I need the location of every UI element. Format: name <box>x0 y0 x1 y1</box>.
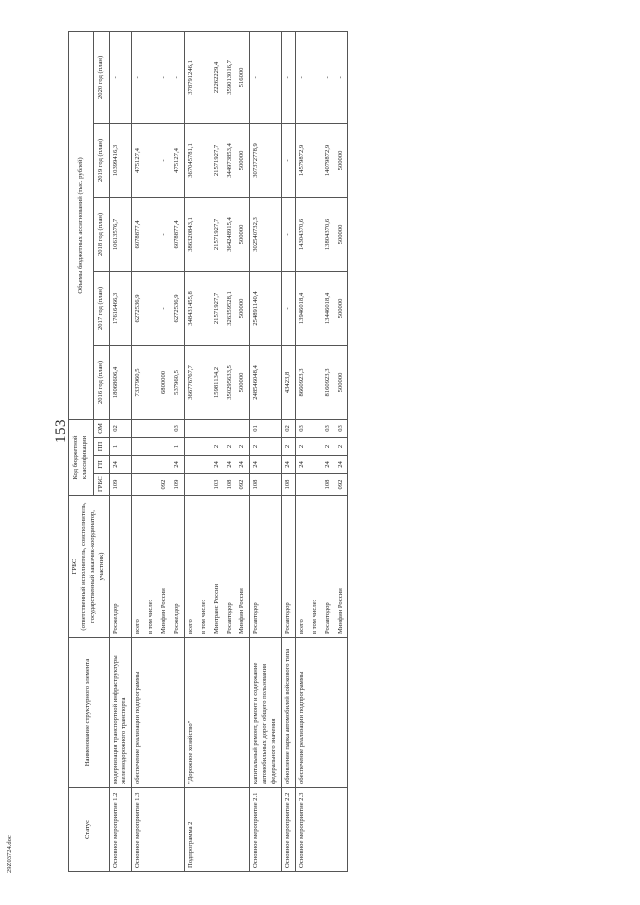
cell-name: модернизация транспортной инфраструктуры железнодорожного транспорта <box>109 638 132 788</box>
cell-2017: 500000 <box>236 271 249 345</box>
cell-2016 <box>145 345 158 419</box>
cell-2018 <box>198 197 211 271</box>
cell-2017: 326359528,1 <box>224 271 237 345</box>
cell-code-om: 01 <box>250 419 282 437</box>
cell-2018: 302540732,3 <box>250 197 282 271</box>
cell-code-om <box>158 419 171 437</box>
cell-2020: - <box>322 31 335 123</box>
cell-2019: 307372778,9 <box>250 123 282 197</box>
cell-status <box>335 788 348 872</box>
header-year-2018: 2018 год (план) <box>94 197 109 271</box>
cell-2019: 14079872,9 <box>322 123 335 197</box>
cell-2017 <box>145 271 158 345</box>
table-row <box>184 31 197 871</box>
cell-2016: 366776767,7 <box>184 345 197 419</box>
cell-code-pp: 2 <box>211 438 224 456</box>
cell-2020: - <box>109 31 132 123</box>
cell-grbs: Минтранс России <box>211 496 224 638</box>
header-year-2016: 2016 год (план) <box>94 345 109 419</box>
cell-name: обновление парка автомобилей войскового типа <box>282 638 296 788</box>
cell-code-gp <box>145 456 158 474</box>
cell-2019 <box>309 123 322 197</box>
cell-2017: 348431455,8 <box>184 271 197 345</box>
budget-table-body <box>109 31 348 871</box>
cell-2020: - <box>171 31 184 123</box>
header-grbs-subtitle: (ответственный исполнитель, соисполнитель, государственный заказчик-координатор, участник) <box>79 502 105 631</box>
cell-2017 <box>309 271 322 345</box>
cell-code-grbs <box>184 474 197 496</box>
cell-2018: 500000 <box>236 197 249 271</box>
cell-2018: - <box>282 197 296 271</box>
cell-grbs: Росжелдор <box>109 496 132 638</box>
cell-2017: 6272536,9 <box>132 271 145 345</box>
cell-code-gp: 24 <box>211 456 224 474</box>
cell-code-pp <box>132 438 145 456</box>
cell-code-om <box>236 419 249 437</box>
table-row <box>158 31 171 871</box>
cell-2016 <box>198 345 211 419</box>
cell-name <box>309 638 322 788</box>
cell-status <box>236 788 249 872</box>
cell-grbs: в том числе: <box>198 496 211 638</box>
header-code-gp: ГП <box>94 456 109 474</box>
header-name: Наименование структурного элемента <box>69 638 110 788</box>
cell-status: Основное мероприятие 2.3 <box>295 788 308 872</box>
cell-2016: 15981134,2 <box>211 345 224 419</box>
cell-2018: 13804370,6 <box>322 197 335 271</box>
header-code-om: ОМ <box>94 419 109 437</box>
cell-code-om <box>184 419 197 437</box>
cell-2018: 364248915,4 <box>224 197 237 271</box>
cell-name: "Дорожное хозяйство" <box>184 638 197 788</box>
cell-2017: 500000 <box>335 271 348 345</box>
cell-code-gp <box>198 456 211 474</box>
cell-code-gp: 24 <box>236 456 249 474</box>
cell-2017 <box>198 271 211 345</box>
cell-code-om <box>224 419 237 437</box>
cell-status <box>211 788 224 872</box>
cell-code-om: 02 <box>109 419 132 437</box>
cell-2020: 516000 <box>236 31 249 123</box>
cell-code-om: 03 <box>295 419 308 437</box>
cell-2019: - <box>158 123 171 197</box>
cell-2016: 7337960,5 <box>132 345 145 419</box>
cell-code-grbs <box>145 474 158 496</box>
cell-status: Основное мероприятие 1.3 <box>132 788 145 872</box>
cell-2020 <box>309 31 322 123</box>
header-code-pp: ПП <box>94 438 109 456</box>
cell-code-pp: 2 <box>250 438 282 456</box>
cell-name <box>198 638 211 788</box>
cell-2017: 17616466,3 <box>109 271 132 345</box>
cell-2017: - <box>282 271 296 345</box>
cell-2016: 537960,5 <box>171 345 184 419</box>
cell-code-om <box>211 419 224 437</box>
cell-code-grbs: 108 <box>282 474 296 496</box>
cell-status <box>309 788 322 872</box>
cell-status <box>145 788 158 872</box>
cell-grbs: в том числе: <box>309 496 322 638</box>
cell-code-pp: 1 <box>171 438 184 456</box>
cell-2019 <box>198 123 211 197</box>
cell-2019: 500000 <box>335 123 348 197</box>
cell-code-pp <box>145 438 158 456</box>
cell-code-grbs <box>295 474 308 496</box>
cell-code-om <box>145 419 158 437</box>
cell-code-grbs: 092 <box>335 474 348 496</box>
cell-2017: 21571927,7 <box>211 271 224 345</box>
table-row <box>250 31 282 871</box>
cell-code-grbs <box>198 474 211 496</box>
cell-2020: 378791246,1 <box>184 31 197 123</box>
table-row <box>236 31 249 871</box>
cell-2017: 254891140,4 <box>250 271 282 345</box>
cell-code-gp <box>309 456 322 474</box>
cell-2018: - <box>158 197 171 271</box>
cell-grbs: Минфин России <box>158 496 171 638</box>
header-code-group: Код бюджетной классификации <box>69 419 94 495</box>
cell-2019: 367045781,1 <box>184 123 197 197</box>
cell-grbs: Росавтодор <box>322 496 335 638</box>
cell-grbs: Росавтодор <box>250 496 282 638</box>
cell-status: Основное мероприятие 2.1 <box>250 788 282 872</box>
cell-2016 <box>309 345 322 419</box>
cell-2016: 8660923,3 <box>295 345 308 419</box>
cell-2020 <box>198 31 211 123</box>
cell-code-gp: 24 <box>171 456 184 474</box>
cell-2018: 10613576,7 <box>109 197 132 271</box>
cell-code-grbs: 109 <box>109 474 132 496</box>
cell-code-gp <box>158 456 171 474</box>
cell-code-gp: 24 <box>224 456 237 474</box>
cell-status: Основное мероприятие 2.2 <box>282 788 296 872</box>
cell-2020: - <box>250 31 282 123</box>
cell-code-pp: 2 <box>224 438 237 456</box>
table-row <box>145 31 158 871</box>
cell-2019: 10399416,3 <box>109 123 132 197</box>
table-row <box>211 31 224 871</box>
cell-grbs: всего <box>295 496 308 638</box>
cell-2020 <box>145 31 158 123</box>
cell-2018: 14304370,6 <box>295 197 308 271</box>
cell-2016: 248546048,4 <box>250 345 282 419</box>
cell-grbs: Росавтодор <box>224 496 237 638</box>
cell-2019: 14579872,9 <box>295 123 308 197</box>
cell-code-grbs: 108 <box>322 474 335 496</box>
cell-code-pp: 1 <box>109 438 132 456</box>
cell-code-om <box>198 419 211 437</box>
cell-grbs: всего <box>132 496 145 638</box>
table-row <box>295 31 308 871</box>
cell-name <box>171 638 184 788</box>
cell-code-pp: 2 <box>282 438 296 456</box>
header-grbs <box>69 496 110 638</box>
header-status: Статус <box>69 788 110 872</box>
table-row <box>109 31 132 871</box>
cell-status <box>198 788 211 872</box>
page-number: 153 <box>53 419 69 443</box>
cell-code-gp <box>184 456 197 474</box>
header-year-2017: 2017 год (план) <box>94 271 109 345</box>
cell-code-gp <box>132 456 145 474</box>
table-row <box>322 31 335 871</box>
cell-name <box>211 638 224 788</box>
table-row <box>309 31 322 871</box>
cell-2019 <box>145 123 158 197</box>
cell-code-om: 03 <box>171 419 184 437</box>
cell-2020: 22262229,4 <box>211 31 224 123</box>
cell-2019: 344973853,4 <box>224 123 237 197</box>
cell-2018: 21571927,7 <box>211 197 224 271</box>
cell-2019: - <box>282 123 296 197</box>
cell-2020: - <box>335 31 348 123</box>
cell-2017: 13946018,4 <box>295 271 308 345</box>
cell-2020: - <box>132 31 145 123</box>
cell-2018: 6078877,4 <box>171 197 184 271</box>
cell-name <box>335 638 348 788</box>
cell-code-grbs: 108 <box>224 474 237 496</box>
cell-code-gp: 24 <box>250 456 282 474</box>
cell-status <box>171 788 184 872</box>
cell-2016: 500000 <box>236 345 249 419</box>
cell-code-om: 03 <box>335 419 348 437</box>
cell-2019: 475127,4 <box>171 123 184 197</box>
cell-status <box>224 788 237 872</box>
table-row <box>171 31 184 871</box>
cell-status <box>158 788 171 872</box>
cell-2018 <box>145 197 158 271</box>
cell-2018: 386320843,1 <box>184 197 197 271</box>
table-row <box>224 31 237 871</box>
cell-2017: 13446018,4 <box>322 271 335 345</box>
cell-2018 <box>309 197 322 271</box>
cell-code-pp <box>198 438 211 456</box>
cell-status <box>322 788 335 872</box>
cell-2017: 6272536,9 <box>171 271 184 345</box>
cell-name <box>224 638 237 788</box>
table-row <box>198 31 211 871</box>
cell-code-om: 02 <box>282 419 296 437</box>
cell-2019: 500000 <box>236 123 249 197</box>
cell-2016: 18068606,4 <box>109 345 132 419</box>
cell-code-pp: 2 <box>236 438 249 456</box>
cell-status: Основное мероприятие 1.2 <box>109 788 132 872</box>
cell-code-pp <box>158 438 171 456</box>
header-volume-group: Объемы бюджетных ассигнований (тыс. рублей) <box>69 31 94 419</box>
cell-grbs: всего <box>184 496 197 638</box>
cell-2016: 500000 <box>335 345 348 419</box>
cell-code-om <box>132 419 145 437</box>
cell-code-om <box>309 419 322 437</box>
cell-name: обеспечение реализации подпрограммы <box>295 638 308 788</box>
table-row <box>335 31 348 871</box>
cell-code-pp: 2 <box>295 438 308 456</box>
cell-code-gp: 24 <box>109 456 132 474</box>
cell-2017: - <box>158 271 171 345</box>
cell-code-grbs: 109 <box>171 474 184 496</box>
cell-2020: 359013016,7 <box>224 31 237 123</box>
cell-2016: 43423,8 <box>282 345 296 419</box>
cell-code-grbs: 092 <box>236 474 249 496</box>
cell-code-gp: 24 <box>335 456 348 474</box>
cell-grbs: Росавтодор <box>282 496 296 638</box>
cell-code-om: 03 <box>322 419 335 437</box>
header-grbs-title: ГРБС <box>71 558 78 575</box>
cell-grbs: в том числе: <box>145 496 158 638</box>
cell-name: обеспечение реализации подпрограммы <box>132 638 145 788</box>
cell-name: капитальный ремонт, ремонт и содержание автомобильных дорог общего пользования федерального значения <box>250 638 282 788</box>
cell-2016: 350295633,5 <box>224 345 237 419</box>
budget-table <box>68 31 348 872</box>
table-row <box>132 31 145 871</box>
cell-code-pp: 2 <box>335 438 348 456</box>
cell-code-pp: 2 <box>322 438 335 456</box>
cell-2016: 6800000 <box>158 345 171 419</box>
cell-code-gp: 24 <box>295 456 308 474</box>
cell-code-pp <box>184 438 197 456</box>
header-code-grbs: ГРБС <box>94 474 109 496</box>
cell-code-gp: 24 <box>282 456 296 474</box>
cell-2019: 21571927,7 <box>211 123 224 197</box>
cell-2018: 500000 <box>335 197 348 271</box>
cell-grbs: Росжелдор <box>171 496 184 638</box>
cell-2020: - <box>158 31 171 123</box>
cell-code-grbs <box>309 474 322 496</box>
cell-grbs: Минфин России <box>236 496 249 638</box>
cell-name <box>322 638 335 788</box>
cell-2019: 475127,4 <box>132 123 145 197</box>
cell-2020: - <box>282 31 296 123</box>
cell-2020: - <box>295 31 308 123</box>
cell-name <box>236 638 249 788</box>
budget-table-sheet <box>68 32 628 872</box>
header-year-2020: 2020 год (план) <box>94 31 109 123</box>
cell-code-gp: 24 <box>322 456 335 474</box>
cell-2018: 6078877,4 <box>132 197 145 271</box>
cell-grbs: Минфин России <box>335 496 348 638</box>
cell-code-grbs <box>132 474 145 496</box>
cell-code-pp <box>309 438 322 456</box>
cell-code-grbs: 092 <box>158 474 171 496</box>
cell-2016: 8160923,3 <box>322 345 335 419</box>
cell-status: Подпрограмма 2 <box>184 788 197 872</box>
table-row <box>282 31 296 871</box>
cell-name <box>158 638 171 788</box>
cell-code-grbs: 103 <box>211 474 224 496</box>
cell-code-grbs: 108 <box>250 474 282 496</box>
header-year-2019: 2019 год (план) <box>94 123 109 197</box>
footer-filename: 29Z03724.doc <box>6 835 13 873</box>
cell-name <box>145 638 158 788</box>
